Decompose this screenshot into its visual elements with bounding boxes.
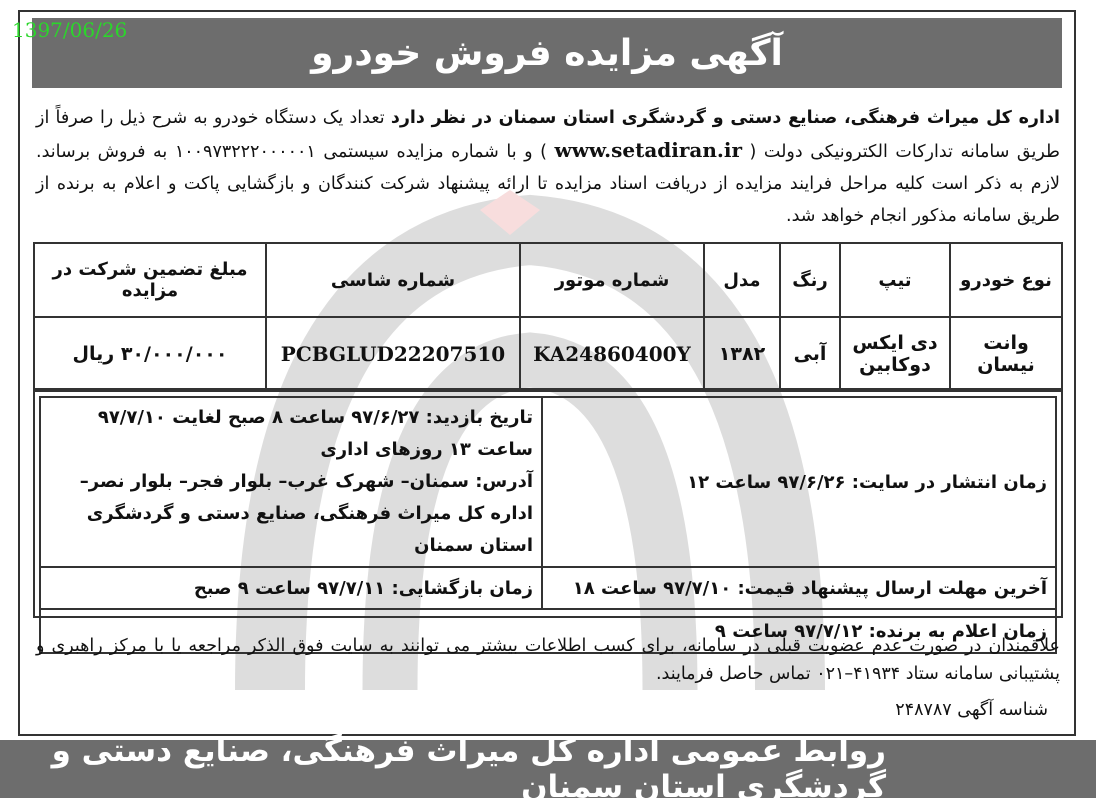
winner-announcement: زمان اعلام به برنده: ۹۷/۷/۱۲ ساعت ۹	[40, 609, 1056, 653]
bottom-banner	[0, 733, 1096, 805]
col-vehicle-type: نوع خودرو	[950, 243, 1062, 317]
table-header-row	[34, 243, 1062, 317]
table-row	[34, 317, 1062, 391]
col-engine-number: شماره موتور	[520, 243, 704, 317]
organization-name: اداره کل میراث فرهنگی، صنایع دستی و گردشگری استان سمنان در نظر دارد	[390, 108, 1060, 128]
date-stamp: 1397/06/26	[12, 18, 128, 42]
footer-note: علاقمندان در صورت عدم عضویت قبلی در سامانه، برای کسب اطلاعات بیشتر می توانند به سایت فوق الذکر مراجعه یا با مرکز راهبری و پشتیبانی سامانه ستاد ۴۱۹۳۴–۰۲۱ تماس حاصل فرمایند.	[36, 636, 1060, 684]
intro-text-1: تعداد یک دستگاه خودرو به شرح ذیل را صرفاً از طریق سامانه تدارکات الکترونیکی دولت (	[36, 108, 1060, 162]
cell-chassis-number: PCBGLUD22207510	[266, 317, 520, 391]
schedule-box	[33, 388, 1063, 642]
opening-time: زمان بازگشایی: ۹۷/۷/۱۱ ساعت ۹ صبح	[40, 567, 542, 609]
cell-color: آبی	[780, 317, 840, 391]
title-banner	[32, 18, 1062, 88]
col-chassis-number: شماره شاسی	[266, 243, 520, 317]
cell-guarantee-amount: ۳۰/۰۰۰/۰۰۰ ریال	[34, 317, 266, 391]
cell-model-type: دی ایکس دوکابین	[840, 317, 950, 391]
vehicle-table	[33, 242, 1063, 392]
visit-date: تاریخ بازدید: ۹۷/۶/۲۷ ساعت ۸ صبح لغایت ۹۷/۷/۱۰ ساعت ۱۳ روزهای اداری	[97, 407, 533, 460]
intro-text-2: ) و با شماره مزایده سیستمی ۱۰۰۹۷۳۲۲۲۰۰۰۰۰۱ به فروش برساند. لازم به ذکر است کلیه مراحل فرایند مزایده از دریافت اسناد مزایده تا ارائه پیشنهاد شرکت کنندگان و بازگشایی پاکت و اعلام به برنده از طریق سامانه مذکور انجام خواهد شد.	[36, 142, 1060, 226]
visit-address: آدرس: سمنان– شهرک غرب– بلوار فجر– بلوار نصر– اداره کل میراث فرهنگی، صنایع دستی و گردشگری استان سمنان	[79, 471, 533, 556]
publisher-name: روابط عمومی اداره کل میراث فرهنگی، صنایع دستی و گردشگری استان سمنان	[51, 733, 886, 805]
publish-time: زمان انتشار در سایت: ۹۷/۶/۲۶ ساعت ۱۲	[542, 397, 1056, 567]
cell-year: ۱۳۸۲	[704, 317, 780, 391]
col-color: رنگ	[780, 243, 840, 317]
website-link[interactable]: www.setadiran.ir	[554, 138, 742, 162]
schedule-table	[39, 396, 1057, 654]
page-title: آگهی مزایده فروش خودرو	[311, 32, 783, 74]
cell-engine-number: KA24860400Y	[520, 317, 704, 391]
cell-vehicle-type: وانت نیسان	[950, 317, 1062, 391]
ad-identifier: شناسه آگهی ۲۴۸۷۸۷	[895, 700, 1048, 720]
bid-deadline: آخرین مهلت ارسال پیشنهاد قیمت: ۹۷/۷/۱۰ ساعت ۱۸	[542, 567, 1056, 609]
col-model-type: تیپ	[840, 243, 950, 317]
col-year: مدل	[704, 243, 780, 317]
col-guarantee-amount: مبلغ تضمین شرکت در مزایده	[34, 243, 266, 317]
intro-paragraph	[36, 102, 1060, 232]
visit-info	[40, 397, 542, 567]
